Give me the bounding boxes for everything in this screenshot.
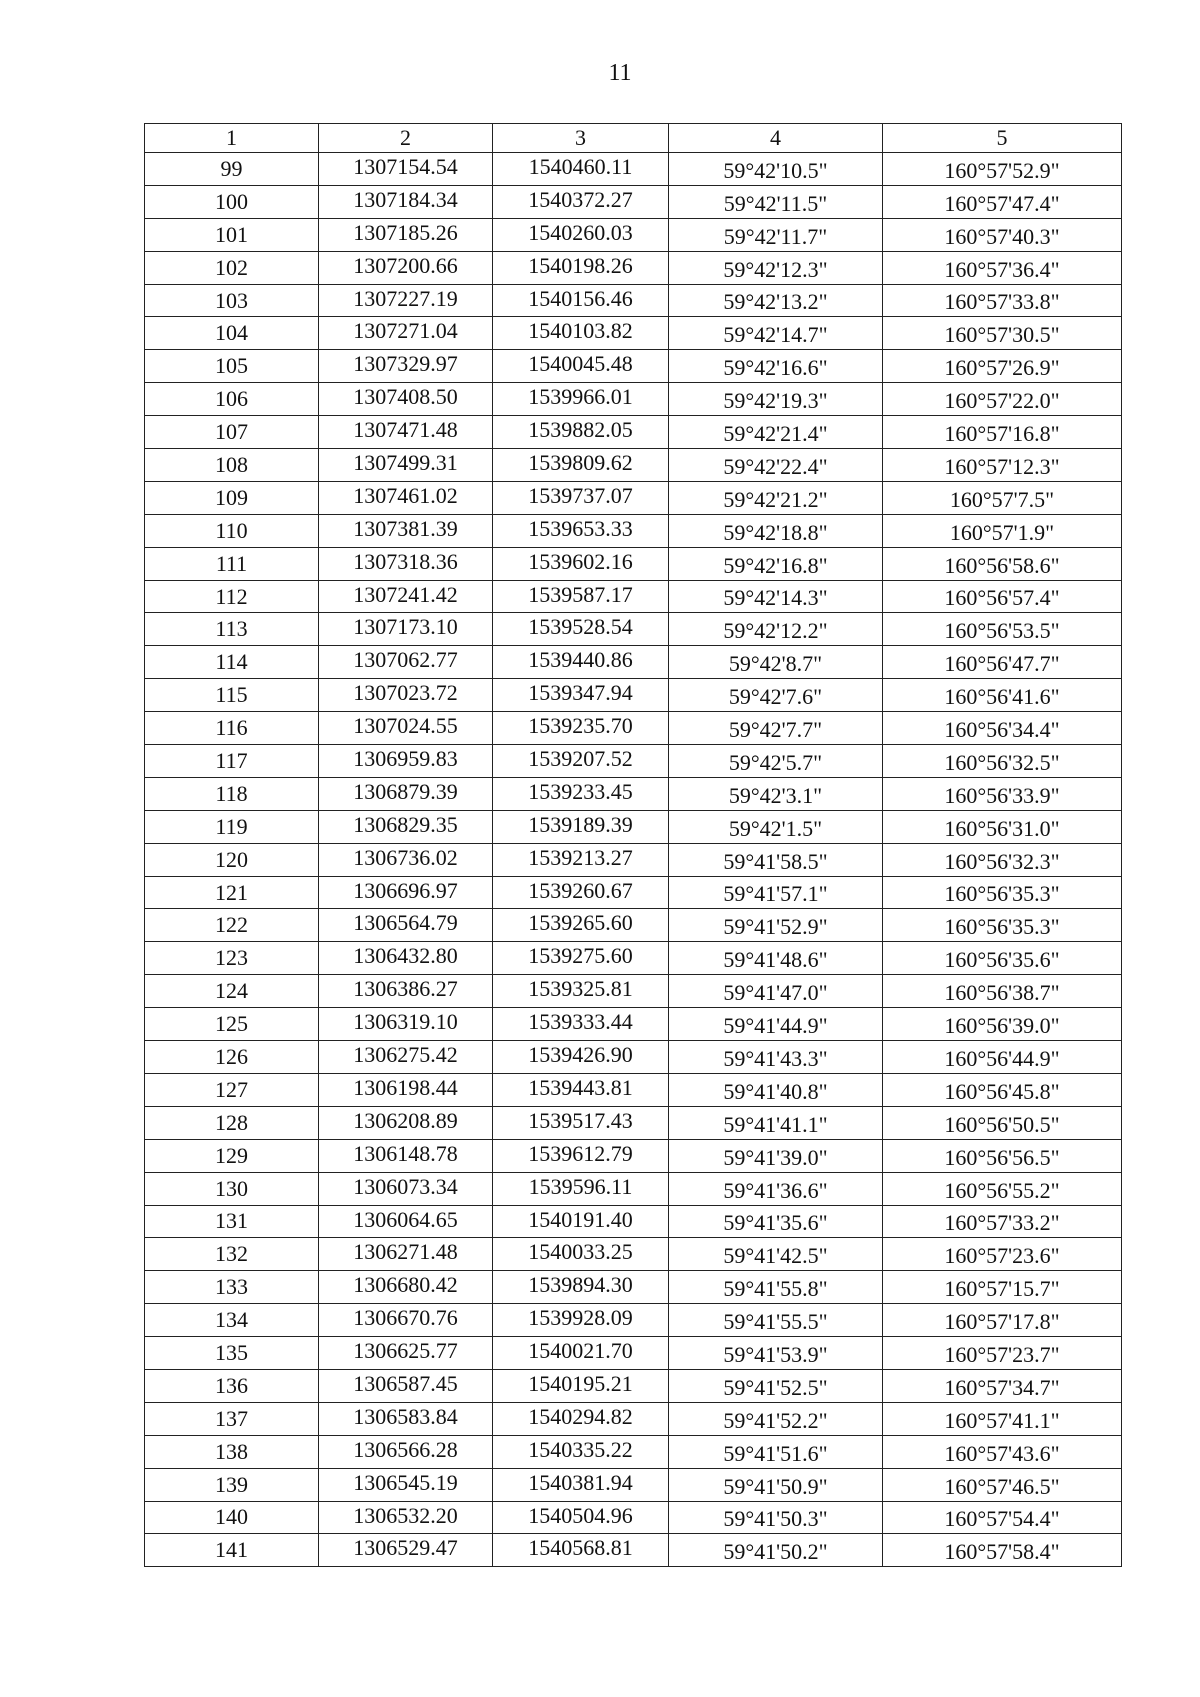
point-number-cell: 113 [145, 613, 319, 646]
longitude-cell: 160°56'32.5" [883, 745, 1122, 778]
latitude-cell: 59°42'14.3" [669, 580, 883, 613]
point-number-cell: 136 [145, 1369, 319, 1402]
latitude-cell: 59°41'50.2" [669, 1534, 883, 1567]
x-coordinate-cell: 1306959.83 [319, 745, 493, 778]
point-number-cell: 116 [145, 712, 319, 745]
y-coordinate-cell: 1539260.67 [493, 876, 669, 909]
y-coordinate-cell: 1539602.16 [493, 547, 669, 580]
point-number-cell: 125 [145, 1008, 319, 1041]
point-number-cell: 133 [145, 1271, 319, 1304]
column-header-3: 3 [493, 124, 669, 153]
latitude-cell: 59°41'52.5" [669, 1369, 883, 1402]
x-coordinate-cell: 1306148.78 [319, 1139, 493, 1172]
table-header [145, 124, 1122, 153]
point-number-cell: 115 [145, 679, 319, 712]
table-row [145, 580, 1122, 613]
longitude-cell: 160°56'44.9" [883, 1041, 1122, 1074]
longitude-cell: 160°56'57.4" [883, 580, 1122, 613]
x-coordinate-cell: 1307241.42 [319, 580, 493, 613]
latitude-cell: 59°41'40.8" [669, 1073, 883, 1106]
x-coordinate-cell: 1307271.04 [319, 317, 493, 350]
point-number-cell: 122 [145, 909, 319, 942]
x-coordinate-cell: 1306680.42 [319, 1271, 493, 1304]
y-coordinate-cell: 1540294.82 [493, 1402, 669, 1435]
table-row [145, 1337, 1122, 1370]
point-number-cell: 108 [145, 449, 319, 482]
x-coordinate-cell: 1307329.97 [319, 350, 493, 383]
x-coordinate-cell: 1306208.89 [319, 1106, 493, 1139]
column-header-1: 1 [145, 124, 319, 153]
x-coordinate-cell: 1306625.77 [319, 1337, 493, 1370]
y-coordinate-cell: 1539737.07 [493, 481, 669, 514]
latitude-cell: 59°42'13.2" [669, 284, 883, 317]
y-coordinate-cell: 1539333.44 [493, 1008, 669, 1041]
x-coordinate-cell: 1307184.34 [319, 185, 493, 218]
y-coordinate-cell: 1539207.52 [493, 745, 669, 778]
table-row [145, 284, 1122, 317]
table-row [145, 1271, 1122, 1304]
point-number-cell: 110 [145, 514, 319, 547]
longitude-cell: 160°56'50.5" [883, 1106, 1122, 1139]
point-number-cell: 128 [145, 1106, 319, 1139]
latitude-cell: 59°41'51.6" [669, 1435, 883, 1468]
longitude-cell: 160°57'43.6" [883, 1435, 1122, 1468]
table-row [145, 153, 1122, 186]
y-coordinate-cell: 1540460.11 [493, 153, 669, 186]
latitude-cell: 59°41'43.3" [669, 1041, 883, 1074]
point-number-cell: 114 [145, 646, 319, 679]
point-number-cell: 112 [145, 580, 319, 613]
point-number-cell: 129 [145, 1139, 319, 1172]
point-number-cell: 104 [145, 317, 319, 350]
x-coordinate-cell: 1306670.76 [319, 1304, 493, 1337]
y-coordinate-cell: 1540033.25 [493, 1238, 669, 1271]
x-coordinate-cell: 1306319.10 [319, 1008, 493, 1041]
y-coordinate-cell: 1539882.05 [493, 416, 669, 449]
longitude-cell: 160°57'7.5" [883, 481, 1122, 514]
x-coordinate-cell: 1306879.39 [319, 777, 493, 810]
point-number-cell: 126 [145, 1041, 319, 1074]
latitude-cell: 59°41'44.9" [669, 1008, 883, 1041]
longitude-cell: 160°56'41.6" [883, 679, 1122, 712]
longitude-cell: 160°57'34.7" [883, 1369, 1122, 1402]
longitude-cell: 160°57'16.8" [883, 416, 1122, 449]
table-row [145, 745, 1122, 778]
point-number-cell: 117 [145, 745, 319, 778]
y-coordinate-cell: 1539443.81 [493, 1073, 669, 1106]
longitude-cell: 160°57'30.5" [883, 317, 1122, 350]
longitude-cell: 160°56'34.4" [883, 712, 1122, 745]
longitude-cell: 160°57'33.2" [883, 1205, 1122, 1238]
x-coordinate-cell: 1307023.72 [319, 679, 493, 712]
y-coordinate-cell: 1540156.46 [493, 284, 669, 317]
latitude-cell: 59°41'52.2" [669, 1402, 883, 1435]
table-row [145, 646, 1122, 679]
x-coordinate-cell: 1306829.35 [319, 810, 493, 843]
point-number-cell: 134 [145, 1304, 319, 1337]
table-row [145, 1106, 1122, 1139]
latitude-cell: 59°42'14.7" [669, 317, 883, 350]
longitude-cell: 160°57'17.8" [883, 1304, 1122, 1337]
latitude-cell: 59°41'41.1" [669, 1106, 883, 1139]
table-row [145, 1304, 1122, 1337]
latitude-cell: 59°42'12.2" [669, 613, 883, 646]
y-coordinate-cell: 1539966.01 [493, 383, 669, 416]
point-number-cell: 119 [145, 810, 319, 843]
x-coordinate-cell: 1307381.39 [319, 514, 493, 547]
point-number-cell: 130 [145, 1172, 319, 1205]
table-row [145, 1139, 1122, 1172]
x-coordinate-cell: 1307185.26 [319, 218, 493, 251]
x-coordinate-cell: 1306432.80 [319, 942, 493, 975]
latitude-cell: 59°41'57.1" [669, 876, 883, 909]
longitude-cell: 160°56'35.6" [883, 942, 1122, 975]
y-coordinate-cell: 1540103.82 [493, 317, 669, 350]
table-row [145, 317, 1122, 350]
latitude-cell: 59°42'11.5" [669, 185, 883, 218]
x-coordinate-cell: 1306271.48 [319, 1238, 493, 1271]
x-coordinate-cell: 1306064.65 [319, 1205, 493, 1238]
point-number-cell: 131 [145, 1205, 319, 1238]
y-coordinate-cell: 1539653.33 [493, 514, 669, 547]
table-row [145, 1073, 1122, 1106]
longitude-cell: 160°56'33.9" [883, 777, 1122, 810]
y-coordinate-cell: 1539587.17 [493, 580, 669, 613]
table-row [145, 613, 1122, 646]
longitude-cell: 160°57'23.7" [883, 1337, 1122, 1370]
latitude-cell: 59°41'42.5" [669, 1238, 883, 1271]
y-coordinate-cell: 1540504.96 [493, 1501, 669, 1534]
y-coordinate-cell: 1539596.11 [493, 1172, 669, 1205]
longitude-cell: 160°57'15.7" [883, 1271, 1122, 1304]
latitude-cell: 59°41'58.5" [669, 843, 883, 876]
point-number-cell: 99 [145, 153, 319, 186]
x-coordinate-cell: 1306696.97 [319, 876, 493, 909]
latitude-cell: 59°42'16.6" [669, 350, 883, 383]
point-number-cell: 120 [145, 843, 319, 876]
latitude-cell: 59°41'48.6" [669, 942, 883, 975]
table-row [145, 481, 1122, 514]
header-row [145, 124, 1122, 153]
point-number-cell: 141 [145, 1534, 319, 1567]
latitude-cell: 59°42'11.7" [669, 218, 883, 251]
table-row [145, 251, 1122, 284]
latitude-cell: 59°41'36.6" [669, 1172, 883, 1205]
point-number-cell: 100 [145, 185, 319, 218]
x-coordinate-cell: 1307173.10 [319, 613, 493, 646]
point-number-cell: 124 [145, 975, 319, 1008]
y-coordinate-cell: 1539612.79 [493, 1139, 669, 1172]
y-coordinate-cell: 1539189.39 [493, 810, 669, 843]
longitude-cell: 160°57'12.3" [883, 449, 1122, 482]
latitude-cell: 59°41'47.0" [669, 975, 883, 1008]
longitude-cell: 160°57'33.8" [883, 284, 1122, 317]
y-coordinate-cell: 1540381.94 [493, 1468, 669, 1501]
column-header-2: 2 [319, 124, 493, 153]
longitude-cell: 160°57'47.4" [883, 185, 1122, 218]
latitude-cell: 59°41'39.0" [669, 1139, 883, 1172]
x-coordinate-cell: 1306587.45 [319, 1369, 493, 1402]
longitude-cell: 160°56'38.7" [883, 975, 1122, 1008]
y-coordinate-cell: 1540372.27 [493, 185, 669, 218]
latitude-cell: 59°42'18.8" [669, 514, 883, 547]
latitude-cell: 59°42'21.2" [669, 481, 883, 514]
coordinates-table [144, 123, 1122, 1567]
point-number-cell: 135 [145, 1337, 319, 1370]
point-number-cell: 140 [145, 1501, 319, 1534]
x-coordinate-cell: 1307408.50 [319, 383, 493, 416]
point-number-cell: 139 [145, 1468, 319, 1501]
table-row [145, 449, 1122, 482]
x-coordinate-cell: 1306566.28 [319, 1435, 493, 1468]
point-number-cell: 106 [145, 383, 319, 416]
longitude-cell: 160°57'58.4" [883, 1534, 1122, 1567]
column-header-4: 4 [669, 124, 883, 153]
latitude-cell: 59°42'1.5" [669, 810, 883, 843]
latitude-cell: 59°41'55.8" [669, 1271, 883, 1304]
table-row [145, 975, 1122, 1008]
x-coordinate-cell: 1307471.48 [319, 416, 493, 449]
y-coordinate-cell: 1540335.22 [493, 1435, 669, 1468]
point-number-cell: 109 [145, 481, 319, 514]
table-row [145, 1041, 1122, 1074]
point-number-cell: 105 [145, 350, 319, 383]
latitude-cell: 59°41'52.9" [669, 909, 883, 942]
y-coordinate-cell: 1540260.03 [493, 218, 669, 251]
latitude-cell: 59°41'53.9" [669, 1337, 883, 1370]
longitude-cell: 160°56'55.2" [883, 1172, 1122, 1205]
table-row [145, 1238, 1122, 1271]
longitude-cell: 160°57'26.9" [883, 350, 1122, 383]
table-row [145, 1008, 1122, 1041]
x-coordinate-cell: 1307200.66 [319, 251, 493, 284]
latitude-cell: 59°42'5.7" [669, 745, 883, 778]
x-coordinate-cell: 1306073.34 [319, 1172, 493, 1205]
table-row [145, 777, 1122, 810]
latitude-cell: 59°41'55.5" [669, 1304, 883, 1337]
table-row [145, 350, 1122, 383]
y-coordinate-cell: 1540045.48 [493, 350, 669, 383]
latitude-cell: 59°42'3.1" [669, 777, 883, 810]
latitude-cell: 59°42'22.4" [669, 449, 883, 482]
table-row [145, 383, 1122, 416]
column-header-5: 5 [883, 124, 1122, 153]
table-row [145, 1501, 1122, 1534]
x-coordinate-cell: 1307227.19 [319, 284, 493, 317]
longitude-cell: 160°57'36.4" [883, 251, 1122, 284]
table-row [145, 876, 1122, 909]
y-coordinate-cell: 1540568.81 [493, 1534, 669, 1567]
x-coordinate-cell: 1306736.02 [319, 843, 493, 876]
latitude-cell: 59°41'50.9" [669, 1468, 883, 1501]
point-number-cell: 111 [145, 547, 319, 580]
longitude-cell: 160°56'47.7" [883, 646, 1122, 679]
table-row [145, 1435, 1122, 1468]
y-coordinate-cell: 1539426.90 [493, 1041, 669, 1074]
point-number-cell: 132 [145, 1238, 319, 1271]
longitude-cell: 160°56'31.0" [883, 810, 1122, 843]
latitude-cell: 59°42'21.4" [669, 416, 883, 449]
x-coordinate-cell: 1306275.42 [319, 1041, 493, 1074]
y-coordinate-cell: 1539235.70 [493, 712, 669, 745]
point-number-cell: 123 [145, 942, 319, 975]
longitude-cell: 160°56'53.5" [883, 613, 1122, 646]
latitude-cell: 59°41'35.6" [669, 1205, 883, 1238]
y-coordinate-cell: 1540195.21 [493, 1369, 669, 1402]
y-coordinate-cell: 1539213.27 [493, 843, 669, 876]
longitude-cell: 160°56'45.8" [883, 1073, 1122, 1106]
latitude-cell: 59°42'16.8" [669, 547, 883, 580]
point-number-cell: 121 [145, 876, 319, 909]
x-coordinate-cell: 1307062.77 [319, 646, 493, 679]
point-number-cell: 102 [145, 251, 319, 284]
table-row [145, 1369, 1122, 1402]
y-coordinate-cell: 1539233.45 [493, 777, 669, 810]
y-coordinate-cell: 1539809.62 [493, 449, 669, 482]
y-coordinate-cell: 1540191.40 [493, 1205, 669, 1238]
longitude-cell: 160°56'58.6" [883, 547, 1122, 580]
longitude-cell: 160°57'41.1" [883, 1402, 1122, 1435]
table-row [145, 514, 1122, 547]
point-number-cell: 103 [145, 284, 319, 317]
x-coordinate-cell: 1306386.27 [319, 975, 493, 1008]
point-number-cell: 137 [145, 1402, 319, 1435]
longitude-cell: 160°56'32.3" [883, 843, 1122, 876]
page-number: 11 [608, 60, 632, 86]
y-coordinate-cell: 1539894.30 [493, 1271, 669, 1304]
longitude-cell: 160°57'1.9" [883, 514, 1122, 547]
point-number-cell: 101 [145, 218, 319, 251]
y-coordinate-cell: 1540198.26 [493, 251, 669, 284]
longitude-cell: 160°56'56.5" [883, 1139, 1122, 1172]
table-row [145, 416, 1122, 449]
point-number-cell: 127 [145, 1073, 319, 1106]
y-coordinate-cell: 1539265.60 [493, 909, 669, 942]
longitude-cell: 160°57'46.5" [883, 1468, 1122, 1501]
x-coordinate-cell: 1307499.31 [319, 449, 493, 482]
table-row [145, 185, 1122, 218]
x-coordinate-cell: 1306532.20 [319, 1501, 493, 1534]
y-coordinate-cell: 1539275.60 [493, 942, 669, 975]
longitude-cell: 160°56'35.3" [883, 909, 1122, 942]
table-row [145, 909, 1122, 942]
table-row [145, 712, 1122, 745]
point-number-cell: 138 [145, 1435, 319, 1468]
table-row [145, 1468, 1122, 1501]
table-row [145, 547, 1122, 580]
x-coordinate-cell: 1307024.55 [319, 712, 493, 745]
latitude-cell: 59°42'8.7" [669, 646, 883, 679]
x-coordinate-cell: 1306198.44 [319, 1073, 493, 1106]
point-number-cell: 107 [145, 416, 319, 449]
table-row [145, 843, 1122, 876]
x-coordinate-cell: 1306529.47 [319, 1534, 493, 1567]
table-row [145, 679, 1122, 712]
longitude-cell: 160°57'54.4" [883, 1501, 1122, 1534]
latitude-cell: 59°42'7.7" [669, 712, 883, 745]
y-coordinate-cell: 1539928.09 [493, 1304, 669, 1337]
x-coordinate-cell: 1307318.36 [319, 547, 493, 580]
y-coordinate-cell: 1539440.86 [493, 646, 669, 679]
y-coordinate-cell: 1539347.94 [493, 679, 669, 712]
table-row [145, 942, 1122, 975]
table-row [145, 1402, 1122, 1435]
x-coordinate-cell: 1307461.02 [319, 481, 493, 514]
longitude-cell: 160°56'35.3" [883, 876, 1122, 909]
x-coordinate-cell: 1306564.79 [319, 909, 493, 942]
x-coordinate-cell: 1307154.54 [319, 153, 493, 186]
x-coordinate-cell: 1306583.84 [319, 1402, 493, 1435]
y-coordinate-cell: 1539325.81 [493, 975, 669, 1008]
latitude-cell: 59°42'19.3" [669, 383, 883, 416]
longitude-cell: 160°57'40.3" [883, 218, 1122, 251]
table-row [145, 218, 1122, 251]
table-body [145, 153, 1122, 1567]
y-coordinate-cell: 1539528.54 [493, 613, 669, 646]
longitude-cell: 160°57'52.9" [883, 153, 1122, 186]
table-row [145, 810, 1122, 843]
longitude-cell: 160°57'22.0" [883, 383, 1122, 416]
longitude-cell: 160°56'39.0" [883, 1008, 1122, 1041]
table-row [145, 1534, 1122, 1567]
latitude-cell: 59°42'7.6" [669, 679, 883, 712]
x-coordinate-cell: 1306545.19 [319, 1468, 493, 1501]
table-row [145, 1205, 1122, 1238]
y-coordinate-cell: 1539517.43 [493, 1106, 669, 1139]
latitude-cell: 59°41'50.3" [669, 1501, 883, 1534]
y-coordinate-cell: 1540021.70 [493, 1337, 669, 1370]
latitude-cell: 59°42'10.5" [669, 153, 883, 186]
table-row [145, 1172, 1122, 1205]
point-number-cell: 118 [145, 777, 319, 810]
latitude-cell: 59°42'12.3" [669, 251, 883, 284]
longitude-cell: 160°57'23.6" [883, 1238, 1122, 1271]
